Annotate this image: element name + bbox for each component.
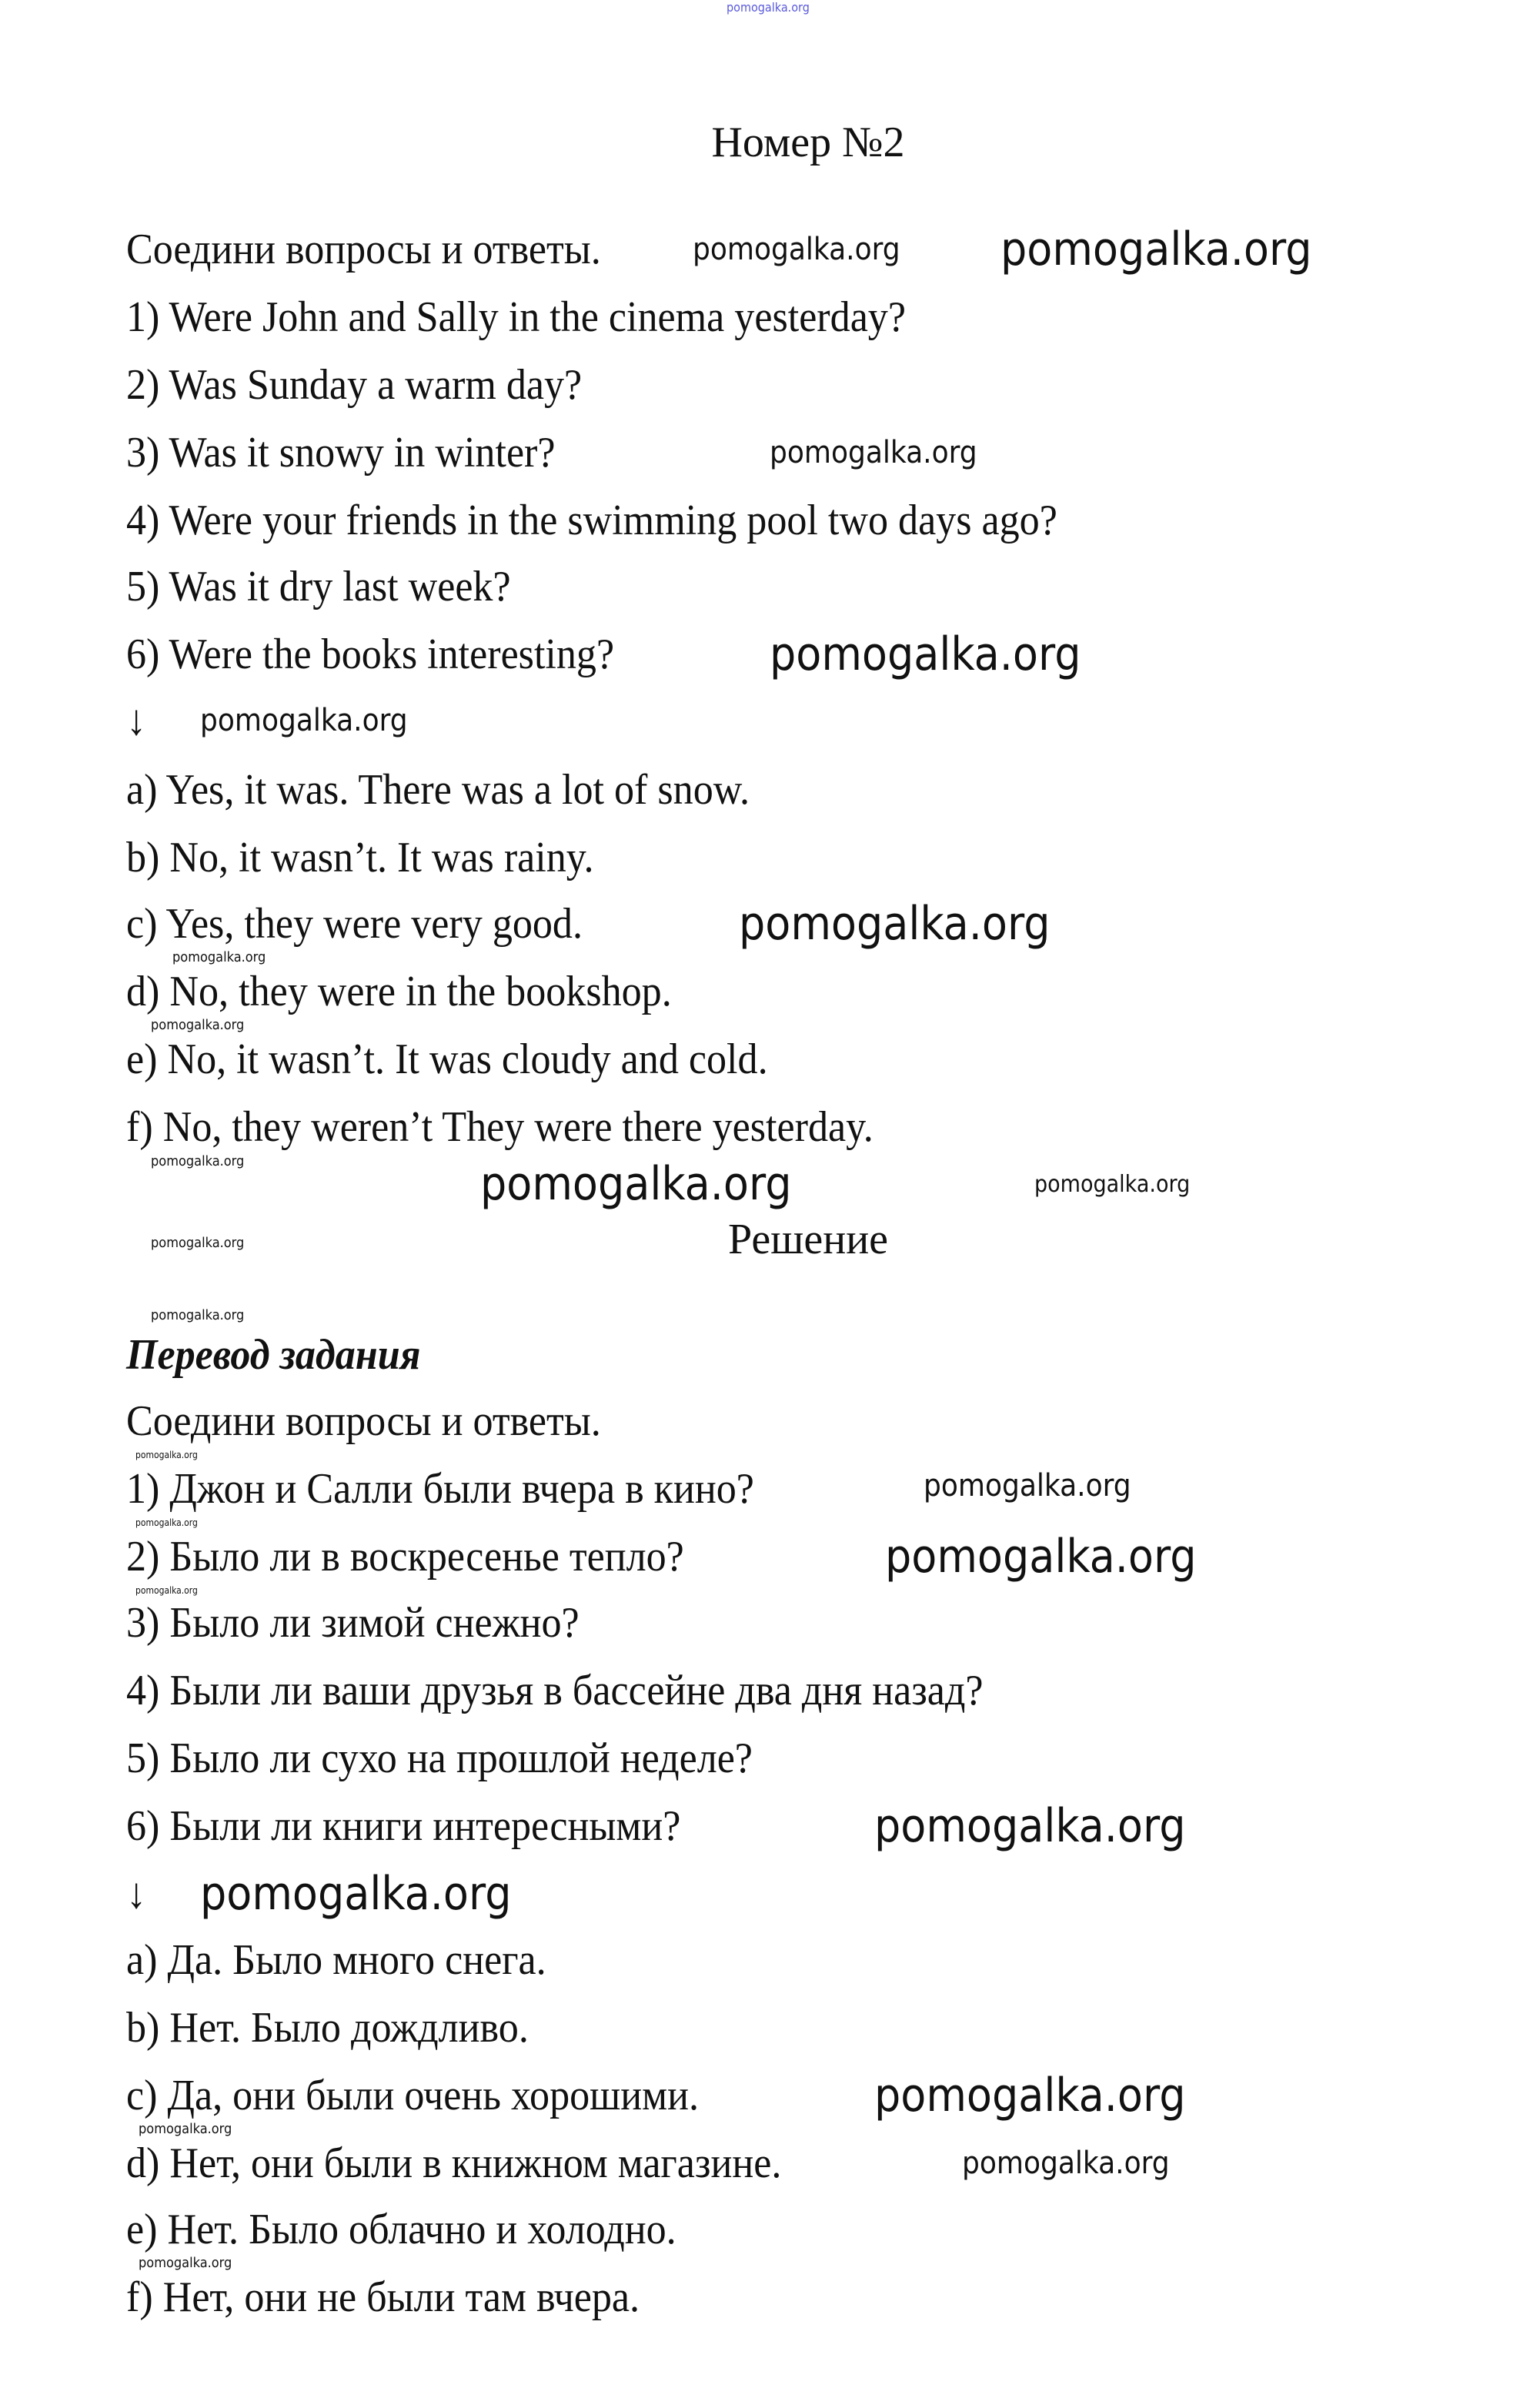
arrow-down-icon: ↓ xyxy=(126,1870,147,1918)
watermark: pomogalka.org xyxy=(139,2255,232,2271)
watermark: pomogalka.org xyxy=(1034,1171,1191,1198)
translation-question-2: 2) Было ли в воскресенье тепло? xyxy=(126,1533,684,1580)
translation-question-5: 5) Было ли сухо на прошлой неделе? xyxy=(126,1734,753,1782)
watermark: pomogalka.org xyxy=(135,1585,198,1596)
answer-e: e) No, it wasn’t. It was cloudy and cold. xyxy=(126,1035,768,1083)
task-instruction: Соедини вопросы и ответы. xyxy=(126,226,601,273)
translation-answer-e: e) Нет. Было облачно и холодно. xyxy=(126,2206,676,2253)
watermark: pomogalka.org xyxy=(874,2069,1186,2122)
translation-question-4: 4) Были ли ваши друзья в бассейне два дня назад? xyxy=(126,1667,984,1714)
question-1: 1) Were John and Sally in the cinema yesterday? xyxy=(126,293,906,341)
watermark: pomogalka.org xyxy=(200,703,408,738)
answer-d: d) No, they were in the bookshop. xyxy=(126,968,672,1015)
watermark: pomogalka.org xyxy=(139,2121,232,2137)
watermark: pomogalka.org xyxy=(151,1017,245,1033)
watermark: pomogalka.org xyxy=(727,0,810,15)
watermark: pomogalka.org xyxy=(135,1517,198,1528)
question-2: 2) Was Sunday a warm day? xyxy=(126,361,583,409)
watermark: pomogalka.org xyxy=(885,1530,1197,1584)
arrow-down-icon: ↓ xyxy=(126,697,147,744)
watermark: pomogalka.org xyxy=(874,1799,1186,1853)
answer-f: f) No, they weren’t They were there yesterday. xyxy=(126,1103,874,1151)
watermark: pomogalka.org xyxy=(480,1157,792,1211)
watermark: pomogalka.org xyxy=(693,232,900,267)
question-4: 4) Were your friends in the swimming pool two days ago? xyxy=(126,497,1057,544)
question-5: 5) Was it dry last week? xyxy=(126,563,511,610)
translation-answer-a: a) Да. Было много снега. xyxy=(126,1936,546,1984)
translation-answer-b: b) Нет. Было дождливо. xyxy=(126,2004,529,2052)
watermark: pomogalka.org xyxy=(135,1450,198,1460)
translation-answer-c: c) Да, они были очень хорошими. xyxy=(126,2072,699,2119)
question-6: 6) Were the books interesting? xyxy=(126,631,615,678)
page-title: Номер №2 xyxy=(711,119,905,166)
translation-question-3: 3) Было ли зимой снежно? xyxy=(126,1599,580,1647)
watermark: pomogalka.org xyxy=(1000,222,1312,276)
answer-b: b) No, it wasn’t. It was rainy. xyxy=(126,834,594,881)
watermark: pomogalka.org xyxy=(151,1153,245,1169)
watermark: pomogalka.org xyxy=(924,1468,1131,1504)
answer-a: a) Yes, it was. There was a lot of snow. xyxy=(126,766,750,814)
watermark: pomogalka.org xyxy=(739,897,1051,951)
translation-answer-f: f) Нет, они не были там вчера. xyxy=(126,2273,640,2321)
translation-answer-d: d) Нет, они были в книжном магазине. xyxy=(126,2139,782,2187)
translation-instruction: Соедини вопросы и ответы. xyxy=(126,1397,601,1445)
watermark: pomogalka.org xyxy=(151,1307,245,1323)
watermark: pomogalka.org xyxy=(200,1867,512,1921)
watermark: pomogalka.org xyxy=(151,1235,245,1251)
question-3: 3) Was it snowy in winter? xyxy=(126,429,556,477)
watermark: pomogalka.org xyxy=(962,2146,1170,2181)
translation-heading: Перевод задания xyxy=(126,1331,421,1379)
translation-question-6: 6) Были ли книги интересными? xyxy=(126,1802,681,1850)
solution-heading: Решение xyxy=(727,1216,889,1263)
watermark: pomogalka.org xyxy=(770,627,1081,681)
answer-c: c) Yes, they were very good. xyxy=(126,900,583,948)
watermark: pomogalka.org xyxy=(172,949,266,965)
watermark: pomogalka.org xyxy=(770,435,977,470)
translation-question-1: 1) Джон и Салли были вчера в кино? xyxy=(126,1465,754,1513)
